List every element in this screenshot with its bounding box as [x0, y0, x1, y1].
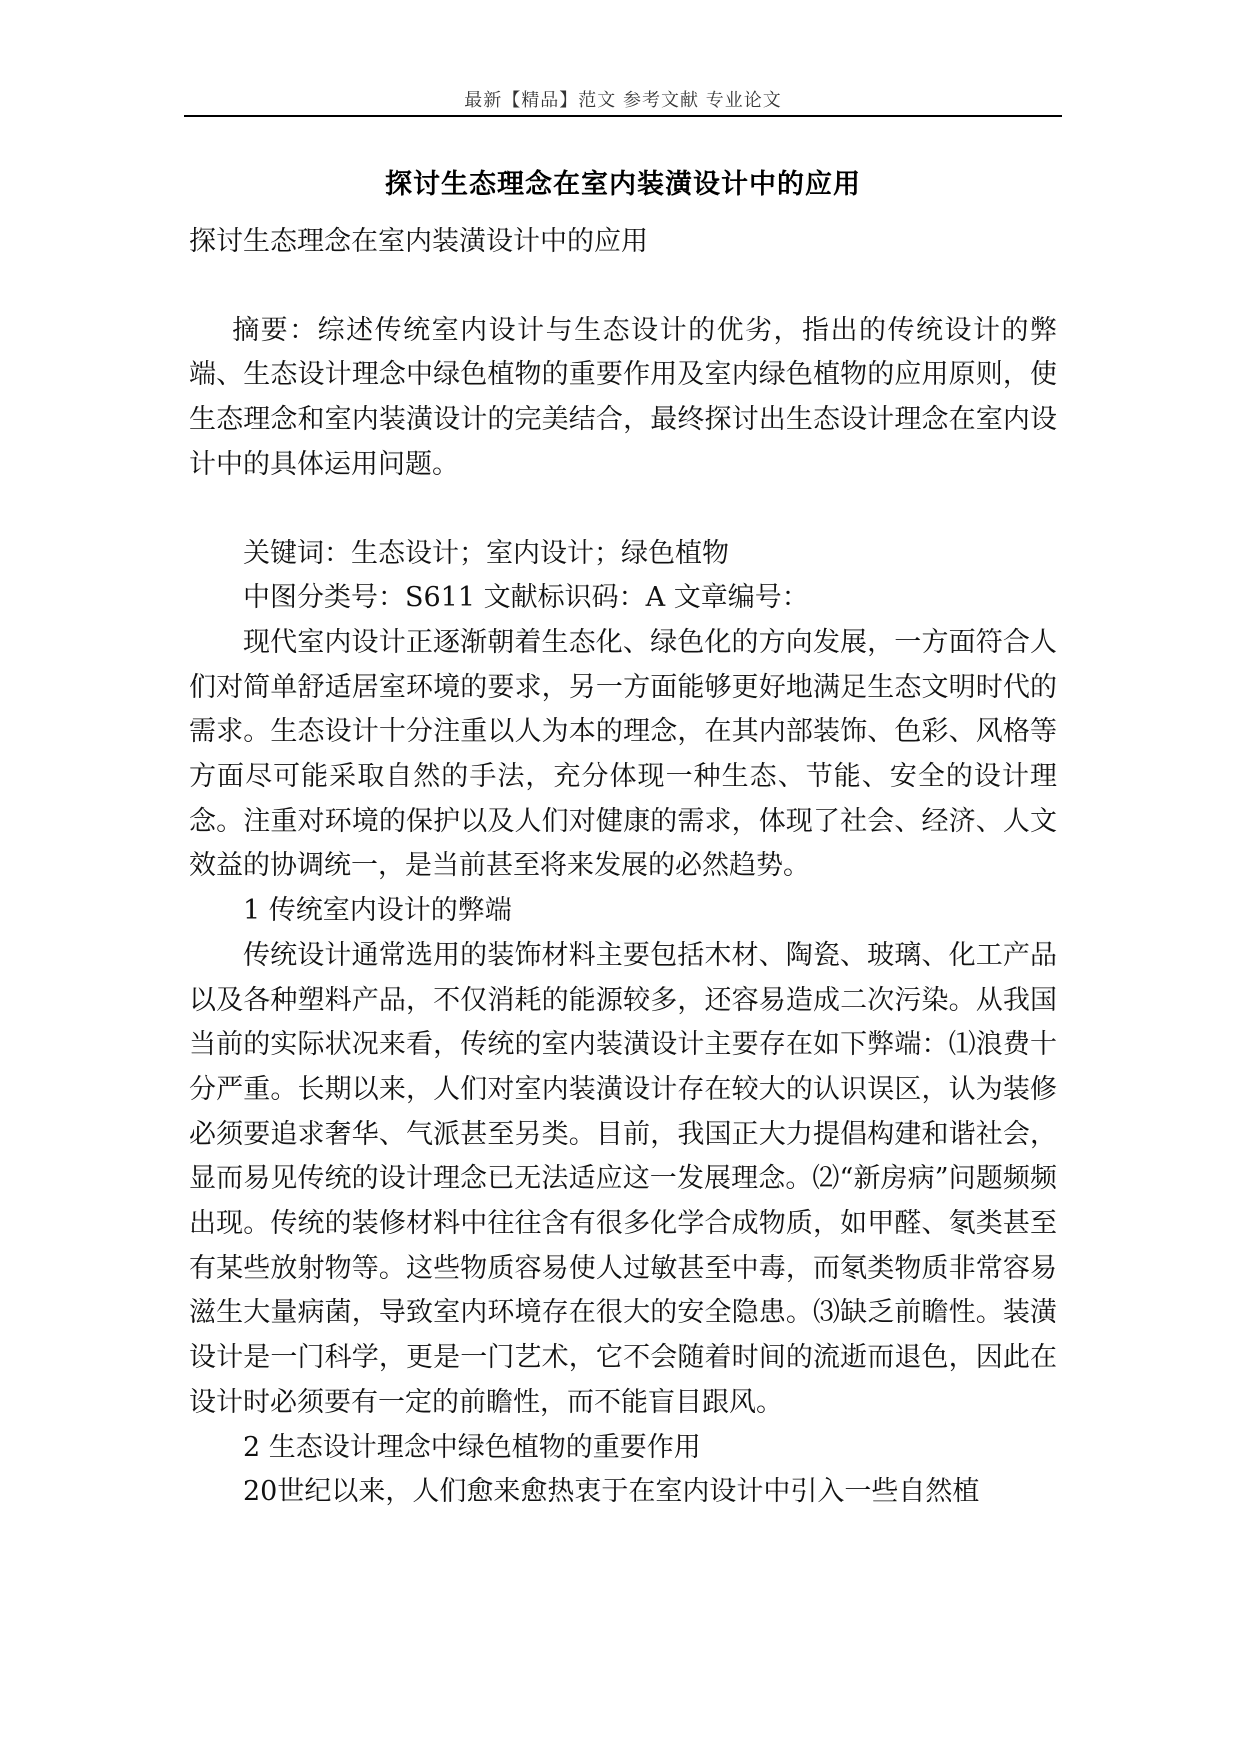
running-header: 最新【精品】范文 参考文献 专业论文	[464, 90, 782, 111]
classification-line: 中图分类号：S611 文献标识码：A 文章编号：	[243, 582, 809, 614]
abstract-paragraph: 摘要：综述传统室内设计与生态设计的优劣，指出的传统设计的弊端、生态设计理念中绿色植物的重要作用及室内绿色植物的应用原则，使生态理念和室内装潢设计的完美结合，最终探讨出生态设计理念在室内设计中的具体运用问题。	[189, 314, 1057, 480]
header-divider	[184, 115, 1062, 117]
section-heading-1: 1 传统室内设计的弊端	[243, 895, 512, 927]
section-2-paragraph: 20世纪以来，人们愈来愈热衷于在室内设计中引入一些自然植	[243, 1476, 980, 1508]
intro-paragraph: 现代室内设计正逐渐朝着生态化、绿色化的方向发展，一方面符合人们对简单舒适居室环境的要求，另一方面能够更好地满足生态文明时代的需求。生态设计十分注重以人为本的理念，在其内部装饰、色彩、风格等方面尽可能采取自然的手法，充分体现一种生态、节能、安全的设计理念。注重对环境的保护以及人们对健康的需求，体现了社会、经济、人文效益的协调统一，是当前甚至将来发展的必然趋势。	[189, 626, 1057, 882]
document-subtitle: 探讨生态理念在室内装潢设计中的应用	[189, 226, 648, 257]
document-body	[189, 220, 1057, 1515]
section-heading-2: 2 生态设计理念中绿色植物的重要作用	[243, 1431, 701, 1463]
section-1-paragraph: 传统设计通常选用的装饰材料主要包括木材、陶瓷、玻璃、化工产品以及各种塑料产品，不仅消耗的能源较多，还容易造成二次污染。从我国当前的实际状况来看，传统的室内装潢设计主要存在如下弊端：⑴浪费十分严重。长期以来，人们对室内装潢设计存在较大的认识误区，认为装修必须要追求奢华、气派甚至另类。目前，我国正大力提倡构建和谐社会，显而易见传统的设计理念已无法适应这一发展理念。⑵“新房病”问题频频出现。传统的装修材料中往往含有很多化学合成物质，如甲醛、氡类甚至有某些放射物等。这些物质容易使人过敏甚至中毒，而氡类物质非常容易滋生大量病菌，导致室内环境存在很大的安全隐患。⑶缺乏前瞻性。装潢设计是一门科学，更是一门艺术，它不会随着时间的流逝而退色，因此在设计时必须要有一定的前瞻性，而不能盲目跟风。	[189, 939, 1057, 1418]
keywords-line: 关键词：生态设计；室内设计；绿色植物	[243, 537, 729, 569]
document-title: 探讨生态理念在室内装潢设计中的应用	[385, 169, 861, 200]
